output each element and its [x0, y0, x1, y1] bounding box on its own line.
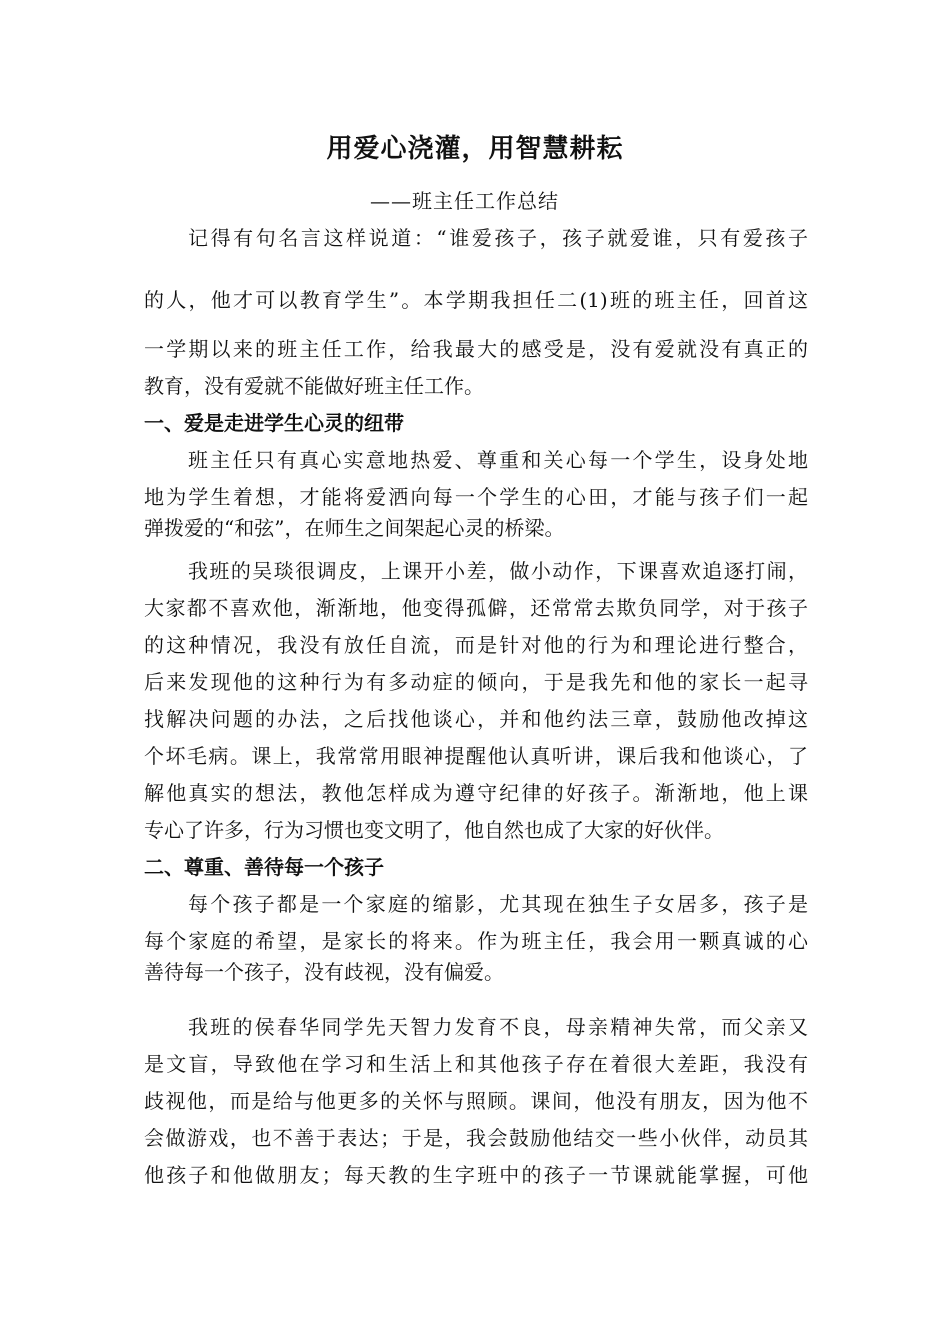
paragraph-line: 弹拨爱的“和弦”，在师生之间架起心灵的桥梁。 — [144, 516, 565, 540]
paragraph-line: 我班的吴琰很调皮，上课开小差，做小动作，下课喜欢追逐打闹， — [188, 559, 808, 583]
paragraph-line: 找解决问题的办法，之后找他谈心，并和他约法三章，鼓励他改掉这 — [144, 707, 808, 731]
paragraph-line: 解他真实的想法，教他怎样成为遵守纪律的好孩子。渐渐地，他上课 — [144, 781, 808, 805]
paragraph-line: 教育，没有爱就不能做好班主任工作。 — [144, 374, 484, 398]
section-heading-1: 一、爱是走进学生心灵的纽带 — [144, 411, 404, 435]
document-subtitle: ——班主任工作总结 — [370, 189, 559, 213]
paragraph-line: 地为学生着想，才能将爱洒向每一个学生的心田，才能与孩子们一起 — [144, 485, 808, 509]
document-title: 用爱心浇灌，用智慧耕耘 — [326, 134, 624, 164]
paragraph-line: 善待每一个孩子，没有歧视，没有偏爱。 — [144, 960, 504, 984]
section-heading-2: 二、尊重、善待每一个孩子 — [144, 855, 384, 879]
paragraph-line: 一学期以来的班主任工作，给我最大的感受是，没有爱就没有真正的 — [144, 337, 808, 361]
paragraph-line: 的人，他才可以教育学生”。本学期我担任二(1)班的班主任，回首这 — [144, 288, 808, 312]
paragraph-line: 会做游戏，也不善于表达；于是，我会鼓励他结交一些小伙伴，动员其 — [144, 1126, 808, 1150]
paragraph-line: 歧视他，而是给与他更多的关怀与照顾。课间，他没有朋友，因为他不 — [144, 1089, 808, 1113]
paragraph-line: 我班的侯春华同学先天智力发育不良，母亲精神失常，而父亲又 — [188, 1015, 808, 1039]
paragraph-line: 他孩子和他做朋友；每天教的生字班中的孩子一节课就能掌握，可他 — [144, 1163, 808, 1187]
paragraph-line: 的这种情况，我没有放任自流，而是针对他的行为和理论进行整合， — [144, 633, 808, 657]
paragraph-line: 个坏毛病。课上，我常常用眼神提醒他认真听讲，课后我和他谈心，了 — [144, 744, 808, 768]
paragraph-line: 是文盲，导致他在学习和生活上和其他孩子存在着很大差距，我没有 — [144, 1052, 808, 1076]
paragraph-line: 记得有句名言这样说道：“谁爱孩子，孩子就爱谁，只有爱孩子 — [188, 226, 808, 250]
paragraph-line: 每个家庭的希望，是家长的将来。作为班主任，我会用一颗真诚的心 — [144, 929, 808, 953]
paragraph-line: 后来发现他的这种行为有多动症的倾向，于是我先和他的家长一起寻 — [144, 670, 808, 694]
paragraph-line: 大家都不喜欢他，渐渐地，他变得孤僻，还常常去欺负同学，对于孩子 — [144, 596, 808, 620]
paragraph-line: 每个孩子都是一个家庭的缩影，尤其现在独生子女居多，孩子是 — [188, 892, 808, 916]
paragraph-line: 班主任只有真心实意地热爱、尊重和关心每一个学生，设身处地 — [188, 448, 808, 472]
paragraph-line: 专心了许多，行为习惯也变文明了，他自然也成了大家的好伙伴。 — [144, 818, 724, 842]
